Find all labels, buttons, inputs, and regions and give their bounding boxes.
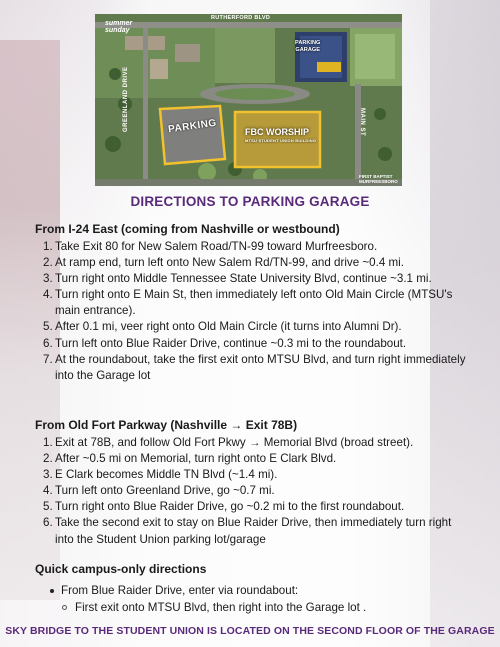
list-item: 6. Turn left onto Blue Raider Drive, continue ~0.3 mi to the roundabout. <box>43 336 407 350</box>
list-item: From Blue Raider Drive, enter via roundabout: <box>50 582 366 599</box>
aerial-map <box>95 14 402 186</box>
list-item: 2. After ~0.5 mi on Memorial, turn right onto E Clark Blvd. <box>43 452 337 466</box>
list-item: 3. Turn right onto Middle Tennessee State University Blvd, continue ~3.1 mi. <box>43 272 432 286</box>
list-item: 1. Exit at 78B, and follow Old Fort Pkwy → Memorial Blvd (broad street). <box>43 436 414 449</box>
garage-label: PARKING GARAGE <box>295 40 321 53</box>
parking-lot-label: PARKING <box>167 117 218 136</box>
student-union-label: MTSU STUDENT UNION BUILDING <box>245 138 317 143</box>
section-heading-old-fort: From Old Fort Parkway (Nashville → Exit 78B) <box>35 418 298 432</box>
sub-bullet-icon <box>62 605 67 610</box>
page-title: DIRECTIONS TO PARKING GARAGE <box>130 194 370 209</box>
list-item: 5. After 0.1 mi, veer right onto Old Main Circle (it turns into Alumni Dr). <box>43 320 402 334</box>
list-item: 2. At ramp end, turn left onto New Salem Rd/TN-99, and drive ~0.4 mi. <box>43 256 404 270</box>
road-label-main-st: MAIN ST <box>359 108 365 137</box>
bullet-icon <box>50 589 54 593</box>
list-item: 4. Turn left onto Greenland Drive, go ~0.7 mi. <box>43 484 275 498</box>
sky-bridge-note: SKY BRIDGE TO THE STUDENT UNION IS LOCATED ON THE SECOND FLOOR OF THE GARAGE <box>5 625 495 637</box>
list-item: 5. Turn right onto Blue Raider Drive, go ~0.2 mi to the first roundabout. <box>43 500 405 514</box>
steps-list-old-fort <box>33 435 473 548</box>
list-item: 7. At the roundabout, take the first exit onto MTSU Blvd, and turn right immediately into the Garage lot <box>43 352 466 382</box>
list-item: First exit onto MTSU Blvd, then right into the Garage lot . <box>50 599 366 616</box>
list-item: 6. Take the second exit to stay on Blue Raider Drive, then immediately turn right into the Student Union parking lot/garage <box>43 516 452 546</box>
section-heading-i24: From I-24 East (coming from Nashville or westbound) <box>35 222 340 236</box>
list-item: 4. Turn right onto E Main St, then immediately left onto Old Main Circle (MTSU's main entrance). <box>43 288 453 318</box>
list-item: 3. E Clark becomes Middle TN Blvd (~1.4 mi). <box>43 468 278 482</box>
list-item: 1. Take Exit 80 for New Salem Road/TN-99 toward Murfreesboro. <box>43 240 378 253</box>
road-label-rutherford: RUTHERFORD BLVD <box>211 15 271 21</box>
steps-list-i24 <box>33 239 473 384</box>
section-heading-quick: Quick campus-only directions <box>35 562 207 576</box>
road-label-greenland: GREENLAND DRIVE <box>123 66 129 132</box>
fbc-worship-label: FBC WORSHIP <box>245 127 309 137</box>
summer-sunday-logo: summer sunday <box>105 20 133 34</box>
quick-directions-list <box>50 582 366 616</box>
aerial-map-graphic <box>95 14 402 186</box>
first-baptist-badge: FIRST BAPTIST MURFREESBORO <box>359 174 398 184</box>
